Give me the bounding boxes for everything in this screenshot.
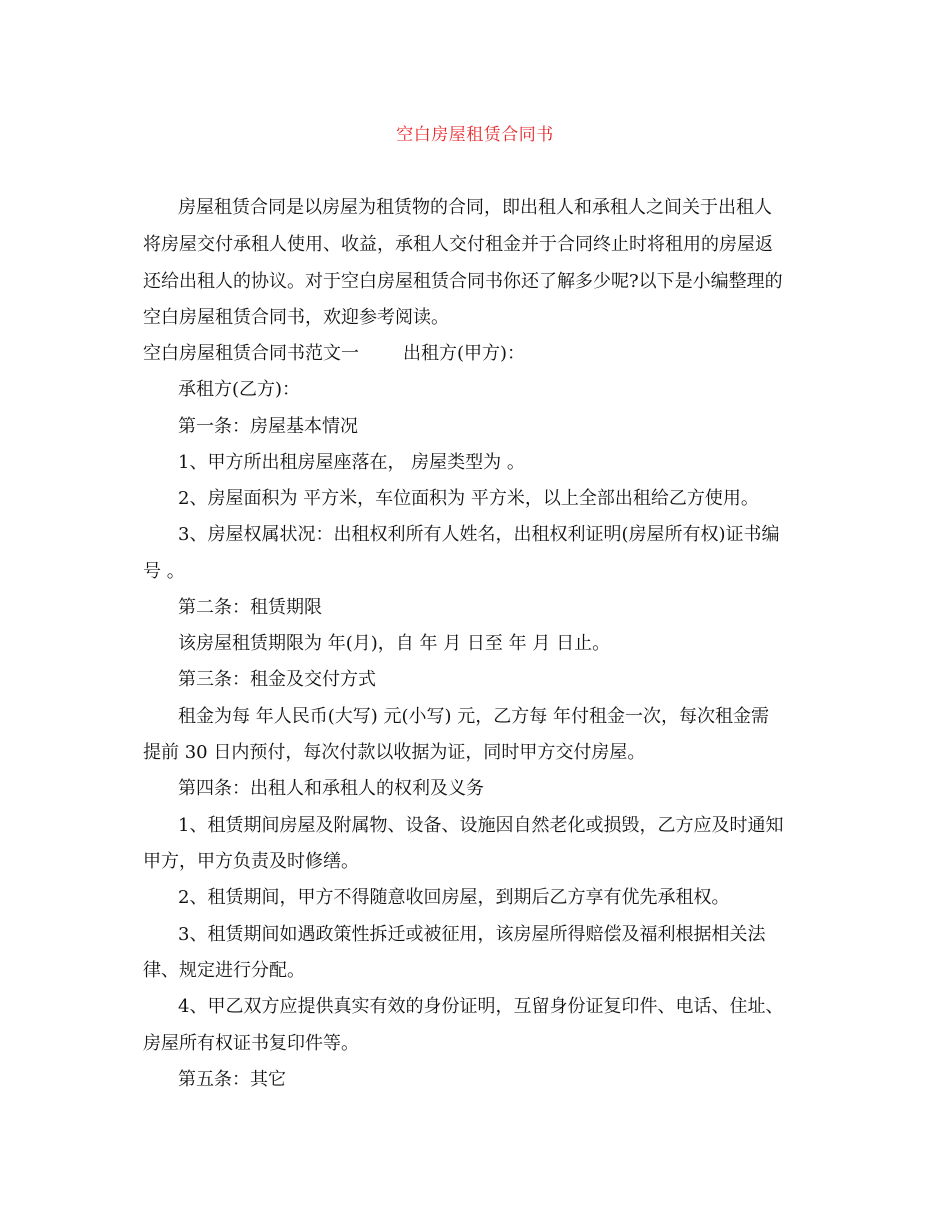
sample-heading-row	[143, 342, 525, 366]
article-4-heading: 第四条：出租人和承租人的权利及义务	[178, 778, 484, 799]
intro-line-4: 空白房屋租赁合同书，欢迎参考阅读。	[143, 307, 449, 328]
article-4-item-1-line-1: 1、租赁期间房屋及附属物、设备、设施因自然老化或损毁，乙方应及时通知	[178, 815, 784, 836]
article-2-heading: 第二条：租赁期限	[178, 597, 322, 618]
lessee-label: 承租方(乙方)：	[178, 379, 301, 400]
article-1-item-2: 2、房屋面积为 平方米，车位面积为 平方米，以上全部出租给乙方使用。	[178, 488, 759, 509]
intro-line-3: 还给出租人的协议。对于空白房屋租赁合同书你还了解多少呢?以下是小编整理的	[143, 271, 783, 292]
article-4-item-2: 2、租赁期间，甲方不得随意收回房屋，到期后乙方享有优先承租权。	[178, 887, 730, 908]
article-3-text-line-1: 租金为每 年人民币(大写) 元(小写) 元，乙方每 年付租金一次，每次租金需	[178, 706, 769, 727]
article-1-item-3-line-2: 号 。	[143, 561, 185, 582]
article-4-item-3-line-2: 律、规定进行分配。	[143, 960, 305, 981]
lessor-label: 出租方(甲方)：	[403, 343, 526, 364]
article-4-item-4-line-2: 房屋所有权证书复印件等。	[143, 1033, 359, 1054]
article-4-item-4-line-1: 4、甲乙双方应提供真实有效的身份证明，互留身份证复印件、电话、住址、	[178, 996, 784, 1017]
article-5-heading: 第五条：其它	[178, 1069, 286, 1090]
article-4-item-3-line-1: 3、租赁期间如遇政策性拆迁或被征用，该房屋所得赔偿及福利根据相关法	[178, 924, 766, 945]
intro-line-1: 房屋租赁合同是以房屋为租赁物的合同，即出租人和承租人之间关于出租人	[178, 197, 772, 218]
article-1-item-3-line-1: 3、房屋权属状况：出租权利所有人姓名，出租权利证明(房屋所有权)证书编	[178, 524, 780, 545]
article-3-heading: 第三条：租金及交付方式	[178, 669, 376, 690]
article-4-item-1-line-2: 甲方，甲方负责及时修缮。	[143, 851, 359, 872]
sample-heading: 空白房屋租赁合同书范文一	[143, 343, 359, 364]
intro-line-2: 将房屋交付承租人使用、收益，承租人交付租金并于合同终止时将租用的房屋返	[143, 234, 773, 255]
article-2-text: 该房屋租赁期限为 年(月)，自 年 月 日至 年 月 日止。	[178, 633, 611, 654]
article-1-heading: 第一条：房屋基本情况	[178, 416, 358, 437]
article-3-text-line-2: 提前 30 日内预付，每次付款以收据为证，同时甲方交付房屋。	[143, 742, 646, 763]
article-1-item-1: 1、甲方所出租房屋座落在， 房屋类型为 。	[178, 452, 525, 473]
document-title: 空白房屋租赁合同书	[396, 125, 554, 145]
